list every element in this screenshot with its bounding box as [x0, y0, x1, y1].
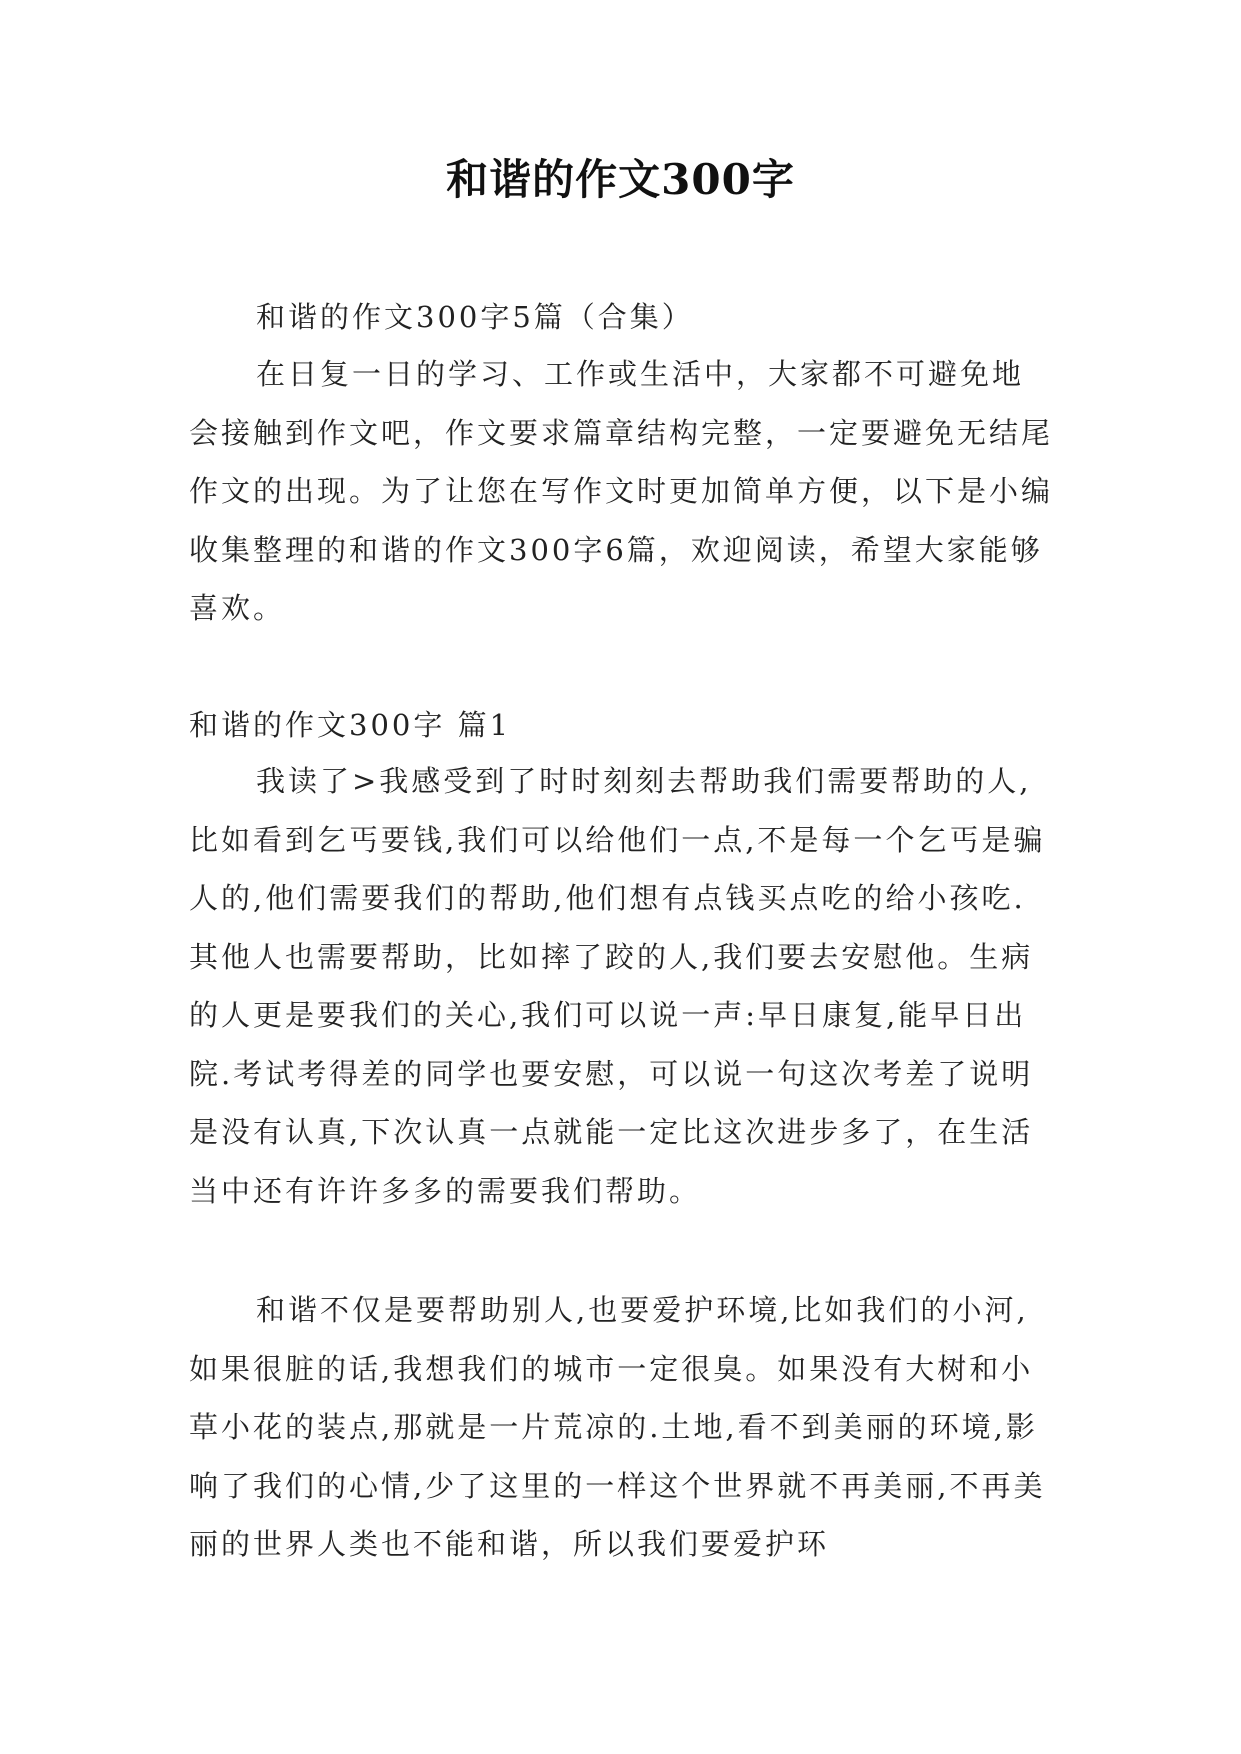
- section-heading: 和谐的作文300字 篇1: [189, 708, 512, 742]
- intro-paragraph: 在日复一日的学习、工作或生活中，大家都不可避免地会接触到作文吧，作文要求篇章结构完整，一定要避免无结尾作文的出现。为了让您在写作文时更加简单方便，以下是小编收集整理的和谐的作文300字6篇，欢迎阅读，希望大家能够喜欢。: [189, 357, 1054, 625]
- body-paragraph-1: 我读了>我感受到了时时刻刻去帮助我们需要帮助的人,比如看到乞丐要钱,我们可以给他们一点,不是每一个乞丐是骗人的,他们需要我们的帮助,他们想有点钱买点吃的给小孩吃.其他人也需要帮助，比如摔了跤的人,我们要去安慰他。生病的人更是要我们的关心,我们可以说一声:早日康复,能早日出院.考试考得差的同学也要安慰，可以说一句这次考差了说明是没有认真,下次认真一点就能一定比这次进步多了，在生活当中还有许许多多的需要我们帮助。: [189, 764, 1046, 1208]
- body-paragraph-2: 和谐不仅是要帮助别人,也要爱护环境,比如我们的小河,如果很脏的话,我想我们的城市一定很臭。如果没有大树和小草小花的装点,那就是一片荒凉的.土地,看不到美丽的环境,影响了我们的心情,少了这里的一样这个世界就不再美丽,不再美丽的世界人类也不能和谐，所以我们要爱护环: [189, 1293, 1046, 1561]
- document-subtitle: 和谐的作文300字5篇（合集）: [256, 300, 694, 334]
- document-title: 和谐的作文300字: [446, 155, 795, 204]
